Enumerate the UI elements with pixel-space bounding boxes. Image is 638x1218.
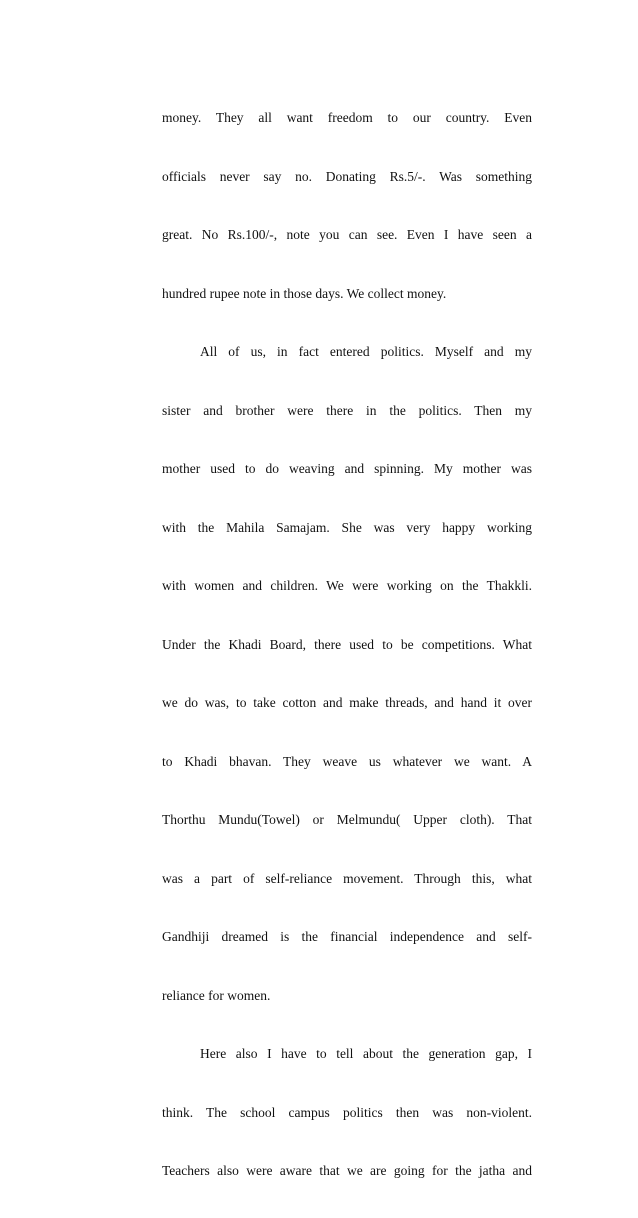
paragraph-first-line: All of us, in fact entered politics. Myself and my [200,344,532,359]
text-line: we do was, to take cotton and make threads, and hand it over [162,695,532,710]
text-line: reliance for women. [162,987,271,1003]
text-line: officials never say no. Donating Rs.5/-. Was something [162,168,532,184]
text-line: Teachers also were aware that we are going for the jatha and [162,1163,532,1178]
text-line: Thorthu Mundu(Towel) or Melmundu( Upper cloth). That [162,812,532,827]
text-line: Gandhiji dreamed is the financial independence and self- [162,929,532,944]
paragraph-first-line: Here also I have to tell about the generation gap, I [200,1046,532,1061]
text-line: great. No Rs.100/-, note you can see. Even I have seen a [162,227,532,242]
text-line: money. They all want freedom to our country. Even [162,110,532,125]
text-line: with the Mahila Samajam. She was very happy working [162,519,532,535]
text-line: mother used to do weaving and spinning. My mother was [162,461,532,476]
text-line: hundred rupee note in those days. We collect money. [162,285,447,301]
text-line: sister and brother were there in the politics. Then my [162,402,532,418]
text-line: to Khadi bhavan. They weave us whatever we want. A [162,753,532,769]
text-line: Under the Khadi Board, there used to be competitions. What [162,636,532,652]
text-line: was a part of self-reliance movement. Through this, what [162,870,532,886]
body-text [162,106,532,1218]
text-line: with women and children. We were working on the Thakkli. [162,578,532,593]
text-line: think. The school campus politics then was non-violent. [162,1104,532,1120]
